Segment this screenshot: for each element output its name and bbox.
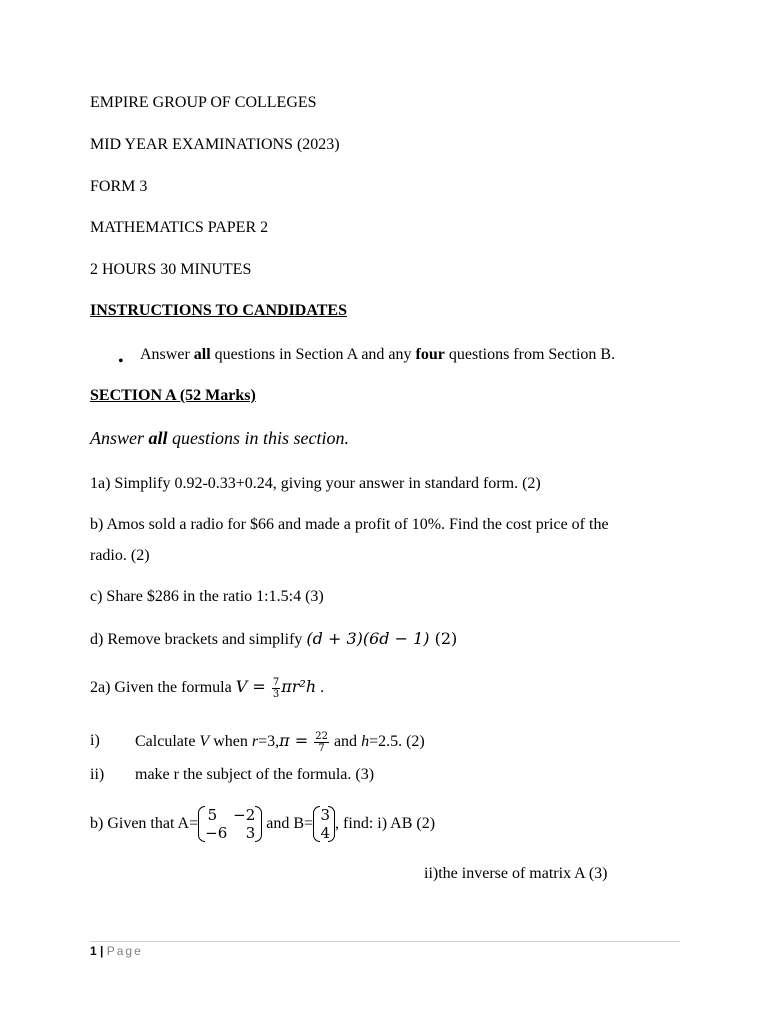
page-label: Page bbox=[106, 944, 143, 958]
question-1d: d) Remove brackets and simplify (d + 3)(6d − 1) (2) bbox=[90, 629, 458, 648]
exam-title: MID YEAR EXAMINATIONS (2023) bbox=[90, 136, 340, 153]
question-1a: 1a) Simplify 0.92-0.33+0.24, giving your answer in standard form. (2) bbox=[90, 475, 541, 492]
question-1b-line1: b) Amos sold a radio for $66 and made a profit of 10%. Find the cost price of the bbox=[90, 516, 609, 533]
page-number: 1 bbox=[90, 944, 97, 958]
college-name: EMPIRE GROUP OF COLLEGES bbox=[90, 94, 317, 111]
question-1c: c) Share $286 in the ratio 1:1.5:4 (3) bbox=[90, 588, 324, 605]
form-level: FORM 3 bbox=[90, 178, 148, 195]
question-2a-ii-number: ii) bbox=[90, 766, 105, 783]
matrix-a: 5 −2 −6 3 bbox=[198, 806, 262, 842]
question-2a-ii: make r the subject of the formula. (3) bbox=[135, 766, 375, 783]
fraction-7-3: $\frac{7}{3}$ bbox=[272, 676, 280, 700]
question-1b-line2: radio. (2) bbox=[90, 547, 150, 564]
instructions-heading: INSTRUCTIONS TO CANDIDATES bbox=[90, 302, 347, 319]
instruction-bullet-text: Answer all questions in Section A and any four questions from Section B. bbox=[140, 346, 616, 363]
question-2a: 2a) Given the formula V = $\frac{7}{3}$ πr²h . bbox=[90, 676, 325, 700]
exam-duration: 2 HOURS 30 MINUTES bbox=[90, 261, 252, 278]
matrix-b: 3 4 bbox=[313, 806, 335, 842]
section-a-note: Answer all questions in this section. bbox=[90, 428, 350, 448]
section-a-heading: SECTION A (52 Marks) bbox=[90, 387, 256, 404]
question-2b: b) Given that A= 5 −2 −6 3 and B= 3 4 , find: i) AB (2) bbox=[90, 806, 436, 843]
page-footer: 1 | Page bbox=[90, 944, 143, 958]
question-2b-ii: ii)the inverse of matrix A (3) bbox=[424, 865, 608, 882]
question-2a-i: Calculate V when r=3,π = $\frac{22}{7}$ and h=2.5. (2) bbox=[135, 730, 425, 754]
paper-title: MATHEMATICS PAPER 2 bbox=[90, 219, 269, 236]
footer-divider bbox=[90, 941, 680, 942]
bullet-icon: • bbox=[118, 353, 124, 370]
fraction-22-7: $\frac{22}{7}$ bbox=[315, 730, 328, 754]
question-2a-i-number: i) bbox=[90, 732, 100, 749]
